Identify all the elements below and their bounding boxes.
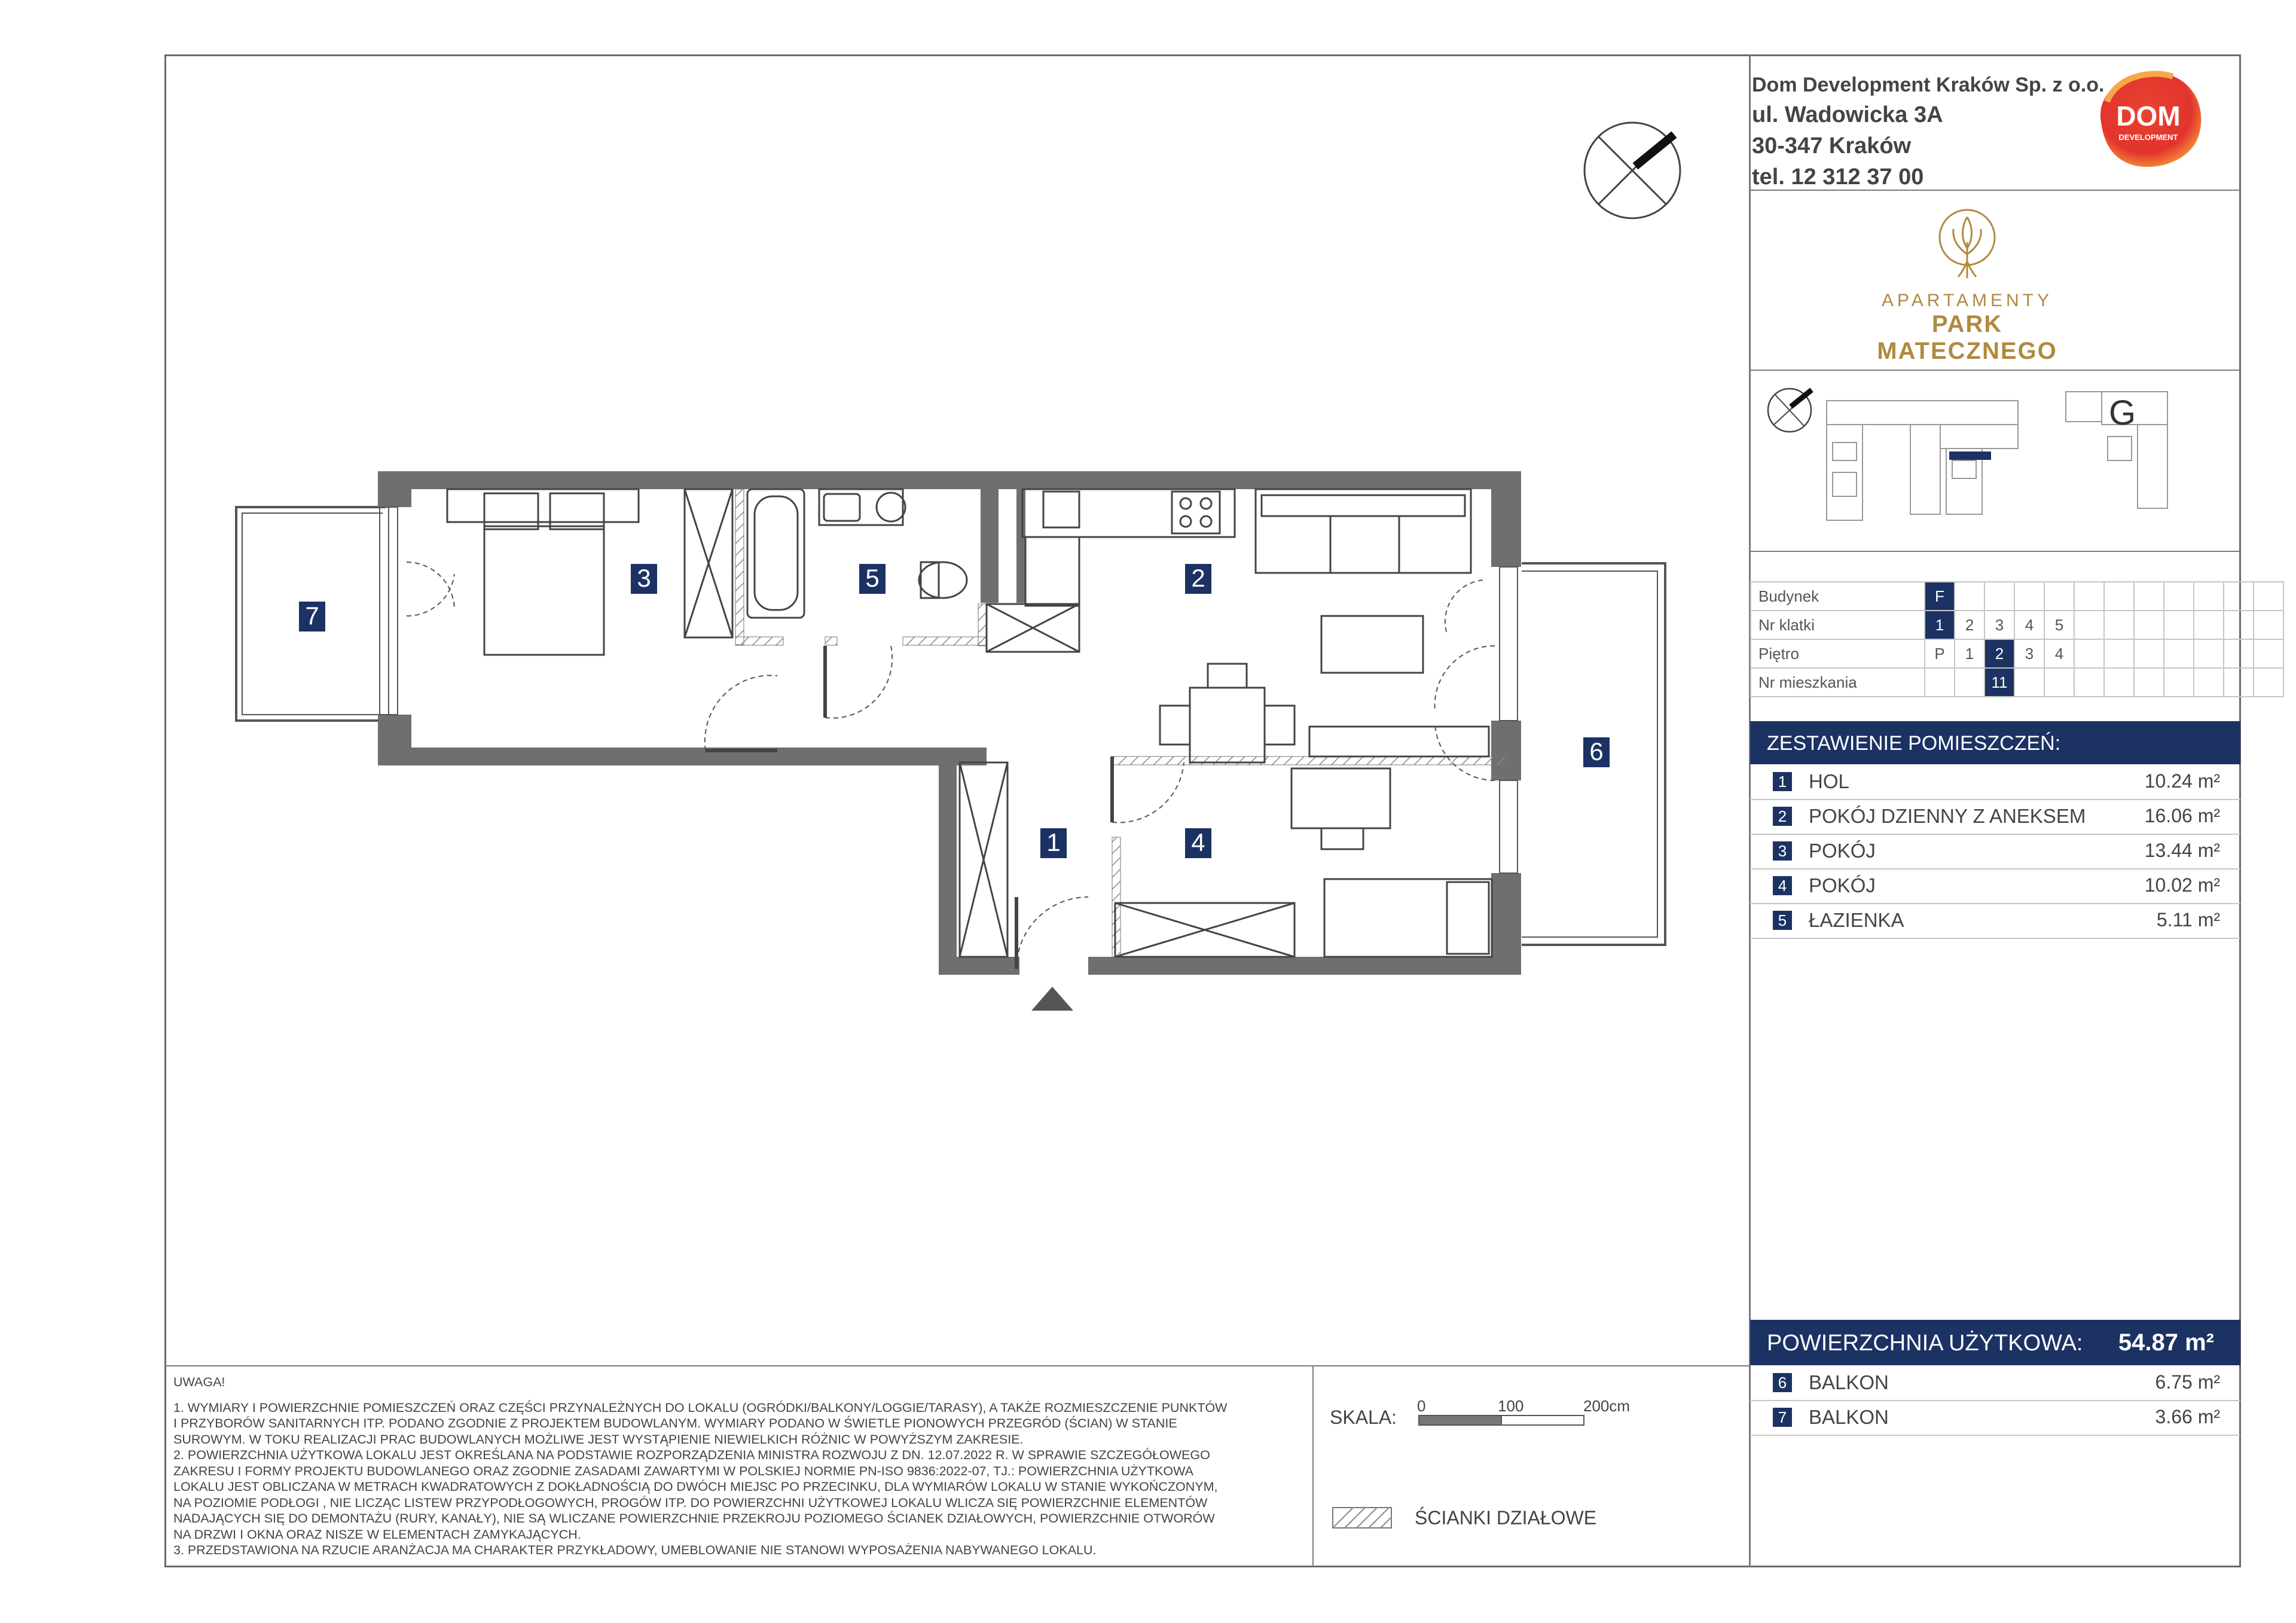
note-line: 2. POWIERZCHNIA UŻYTKOWA LOKALU JEST OKREŚLANA NA PODSTAWIE ROZPORZĄDZENIA MINISTRA ROZWOJU Z DN. 12.07.2022 R. W SPRAWIE SZCZEGÓŁOWEGO (173, 1448, 1210, 1462)
divider-brand (1749, 370, 2241, 371)
info-row-label: Nr klatki (1751, 611, 1925, 639)
info-cell: 4 (2014, 611, 2044, 639)
info-cell (2224, 611, 2254, 639)
partition-walls (735, 489, 1507, 957)
info-cell (2074, 611, 2104, 639)
site-plan-label: G (2109, 393, 2136, 432)
info-cell (2044, 582, 2074, 611)
company-street: ul. Wadowicka 3A (1752, 102, 1943, 127)
scale-bar (1418, 1415, 1502, 1426)
info-cell (2074, 668, 2104, 697)
company-info (1752, 71, 2104, 193)
info-cell (2014, 668, 2044, 697)
info-cell (2224, 582, 2254, 611)
room-row (1750, 1365, 2240, 1401)
info-cell (2014, 582, 2044, 611)
room-num: 7 (1773, 1408, 1792, 1427)
info-cell (2104, 611, 2134, 639)
plan-tag-3: 3 (631, 564, 657, 594)
info-cell (2104, 639, 2134, 668)
note-line: SUROWYM. W TOKU REALIZACJI PRAC BUDOWLANYCH MOŻLIWE JEST WYSTĄPIENIE NIEWIELKICH RÓŻNIC W POWYŻSZYM ZAKRESIE. (173, 1432, 1024, 1447)
room-name: ŁAZIENKA (1809, 909, 1904, 931)
room-name: POKÓJ (1809, 840, 1876, 862)
room-name: HOL (1809, 770, 1849, 792)
info-cell (2104, 582, 2134, 611)
info-cell (1955, 668, 1984, 697)
room-area: 3.66 m² (2155, 1406, 2220, 1427)
scale-tick-200: 200cm (1583, 1397, 1631, 1415)
info-cell: P (1925, 639, 1955, 668)
info-cell (2224, 639, 2254, 668)
company-city: 30-347 Kraków (1752, 133, 1912, 158)
tree-logo-icon (1934, 206, 2000, 284)
scale-bar-light (1501, 1415, 1584, 1426)
info-cell (2254, 611, 2283, 639)
info-cell (2164, 611, 2194, 639)
info-cell: F (1925, 582, 1955, 611)
note-line: NA POZIOMIE PODŁOGI , NIE LICZĄC LISTEW PRZYPODŁOGOWYCH, PROGÓW ITP. DO POWIERZCHNI UŻYTKOWEJ LOKALU WLICZA SIĘ POWIERZCHNIE ELEMENTÓW (173, 1495, 1208, 1510)
info-cell (2164, 582, 2194, 611)
info-cell: 2 (1984, 639, 2014, 668)
info-cell (2074, 582, 2104, 611)
entrance-marker-icon (1031, 987, 1073, 1011)
usable-area-label: POWIERZCHNIA UŻYTKOWA: (1767, 1331, 2083, 1356)
scale-tick-100: 100 (1498, 1397, 1524, 1415)
info-cell (2074, 639, 2104, 668)
info-cell: 11 (1984, 668, 2014, 697)
info-row (1751, 639, 2283, 668)
partition-legend-swatch (1332, 1507, 1392, 1529)
logo-text-dom: DOM (2116, 100, 2181, 132)
info-cell (2254, 639, 2283, 668)
room-row (1750, 903, 2240, 939)
info-cell (2224, 668, 2254, 697)
plan-tag-6: 6 (1583, 737, 1610, 767)
note-line: ZAKRESU I FORMY PROJEKTU BUDOWLANEGO ORAZ ZGODNIE ZASADAMI ZAWARTYMI W POLSKIEJ NORMIE PN-ISO 9836:2022-07, TJ.: POWIERZCHNIA UŻYTKOWA (173, 1463, 1193, 1478)
partition-legend-label: ŚCIANKI DZIAŁOWE (1415, 1507, 1597, 1529)
room-area: 6.75 m² (2155, 1371, 2220, 1393)
info-cell (1984, 582, 2014, 611)
info-cell (2164, 639, 2194, 668)
room-num: 6 (1773, 1373, 1792, 1392)
exterior-walls (378, 471, 1521, 975)
info-cell (2164, 668, 2194, 697)
room-row (1750, 799, 2240, 835)
info-cell: 5 (2044, 611, 2074, 639)
plan-tag-2: 2 (1185, 564, 1211, 594)
info-cell (2194, 668, 2224, 697)
usable-area-value: 54.87 m² (2118, 1329, 2214, 1356)
room-row (1750, 834, 2240, 870)
company-phone: tel. 12 312 37 00 (1752, 164, 1924, 190)
furniture (447, 489, 1492, 957)
info-table (1750, 581, 2284, 697)
north-compass-icon (1584, 123, 1680, 218)
room-name: BALKON (1809, 1406, 1889, 1428)
rooms-header (1750, 721, 2240, 764)
info-row-label: Budynek (1751, 582, 1925, 611)
info-cell (1955, 582, 1984, 611)
brand-block (1871, 206, 2063, 365)
usable-area-bar (1750, 1320, 2240, 1365)
info-row (1751, 668, 2283, 697)
room-num: 1 (1773, 772, 1792, 791)
scale-label: SKALA: (1330, 1407, 1397, 1428)
room-num: 3 (1773, 841, 1792, 861)
room-num: 5 (1773, 911, 1792, 930)
info-cell: 4 (2044, 639, 2074, 668)
rooms-header-text: ZESTAWIENIE POMIESZCZEŃ: (1767, 732, 2061, 755)
info-cell (2044, 668, 2074, 697)
info-cell: 1 (1925, 611, 1955, 639)
note-line: I PRZYBORÓW SANITARNYCH ITP. PODANO ZGODNIE Z PROJEKTEM BUDOWLANYM. WYMIARY PODANO W ŚWIETLE PIONOWYCH PRZEGRÓD (ŚCIAN) W STANIE (173, 1416, 1177, 1430)
info-row-label: Nr mieszkania (1751, 668, 1925, 697)
note-line: NA DRZWI I OKNA ORAZ NISZE W ELEMENTACH ZAMYKAJĄCYCH. (173, 1527, 581, 1542)
scale-tick-0: 0 (1417, 1397, 1426, 1415)
note-line: LOKALU JEST OBLICZANA W METRACH KWADRATOWYCH Z DOKŁADNOŚCIĄ DO DWÓCH MIEJSC PO PRZECINKU, DLA WYMIARÓW LOKALU W STANIE WYKOŃCZONYM, (173, 1479, 1218, 1494)
info-cell: 3 (1984, 611, 2014, 639)
info-cell (2194, 582, 2224, 611)
room-name: POKÓJ DZIENNY Z ANEKSEM (1809, 805, 2086, 827)
info-cell (2254, 582, 2283, 611)
info-cell (2134, 668, 2164, 697)
room-area: 13.44 m² (2144, 840, 2220, 861)
room-row (1750, 1400, 2240, 1436)
notes-lines (173, 1400, 1286, 1558)
room-name: BALKON (1809, 1371, 1889, 1393)
brand-line1: APARTAMENTY (1881, 291, 2053, 310)
company-name: Dom Development Kraków Sp. z o.o. (1752, 74, 2105, 96)
room-row (1750, 868, 2240, 904)
info-cell: 3 (2014, 639, 2044, 668)
info-cell (2134, 582, 2164, 611)
plan-tag-7: 7 (299, 602, 325, 631)
info-cell (1925, 668, 1955, 697)
room-area: 5.11 m² (2156, 909, 2220, 931)
info-row (1751, 582, 2283, 611)
divider-scale (1312, 1365, 1314, 1567)
room-row (1750, 764, 2240, 800)
info-cell (2134, 639, 2164, 668)
brand-line2: PARK MATECZNEGO (1877, 311, 2057, 364)
note-line: 1. WYMIARY I POWIERZCHNIE POMIESZCZEŃ ORAZ CZĘŚCI PRZYNALEŻNYCH DO LOKALU (OGRÓDKI/BALKONY/LOGGIE/TARASY), A TAKŻE ROZMIESZCZENIE PUNKTÓW (173, 1400, 1228, 1415)
room-area: 10.02 m² (2144, 874, 2220, 896)
plan-tag-1: 1 (1040, 828, 1067, 858)
divider-siteplan (1749, 551, 2241, 552)
info-cell: 1 (1955, 639, 1984, 668)
info-row-label: Piętro (1751, 639, 1925, 668)
room-name: POKÓJ (1809, 874, 1876, 896)
plan-tag-4: 4 (1185, 828, 1211, 858)
room-num: 4 (1773, 876, 1792, 895)
logo-text-development: DEVELOPMENT (2118, 133, 2178, 142)
site-compass-icon (1768, 389, 1812, 432)
info-cell (2194, 639, 2224, 668)
divider-notes (164, 1365, 1750, 1366)
notes-block (173, 1374, 1286, 1558)
site-plan (1755, 377, 2233, 544)
info-cell: 2 (1955, 611, 1984, 639)
room-num: 2 (1773, 807, 1792, 826)
note-line: 3. PRZEDSTAWIONA NA RZUCIE ARANŻACJA MA CHARAKTER PRZYKŁADOWY, UMEBLOWANIE NIE STANOWI WYPOSAŻENIA NABYWANEGO LOKALU. (173, 1543, 1097, 1557)
note-line: NADAJĄCYCH SIĘ DO DEMONTAŻU (RURY, KANAŁY), NIE SĄ WLICZANE POWIERZCHNIE PRZEKROJU POZIOMEGO ŚCIANEK DZIAŁOWYCH, POWIERZCHNIE OTWORÓW (173, 1511, 1215, 1526)
room-area: 10.24 m² (2144, 770, 2220, 792)
dom-development-logo (2089, 66, 2208, 173)
plan-tag-5: 5 (859, 564, 886, 594)
info-cell (2254, 668, 2283, 697)
info-cell (2194, 611, 2224, 639)
room-area: 16.06 m² (2144, 805, 2220, 826)
door-leaves (706, 646, 1112, 969)
info-cell (2104, 668, 2134, 697)
info-row (1751, 611, 2283, 639)
info-cell (2134, 611, 2164, 639)
notes-title: UWAGA! (173, 1375, 225, 1389)
